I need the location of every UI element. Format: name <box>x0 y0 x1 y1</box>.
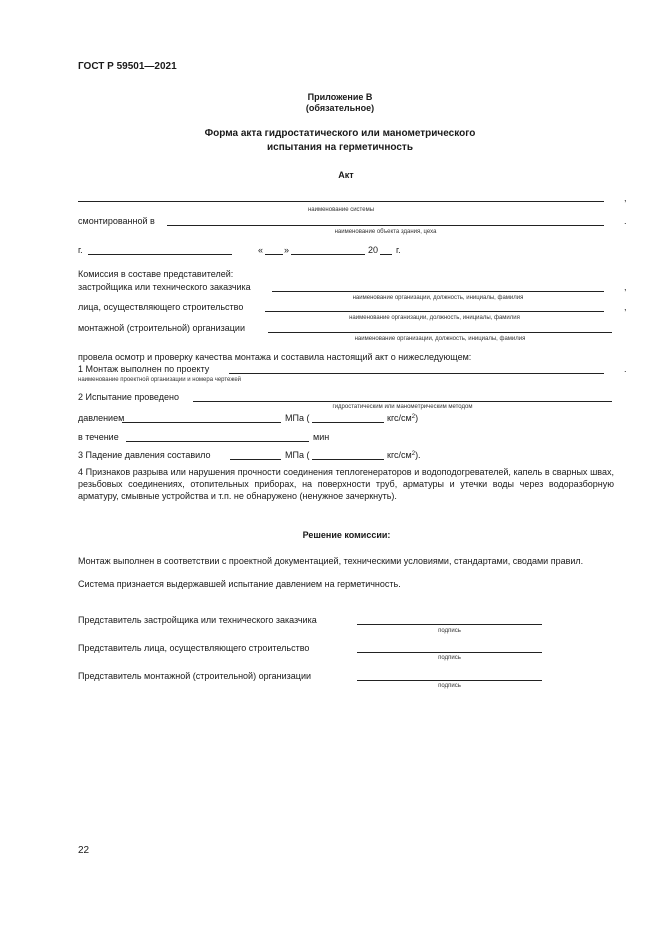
month-line[interactable] <box>291 254 365 255</box>
pressure-mpa-label: МПа ( <box>285 413 310 423</box>
city-prefix: г. <box>78 245 83 255</box>
system-caption: наименование системы <box>307 207 375 213</box>
pressure-kgf-label: кгс/$см^2$) <box>387 413 419 423</box>
commission-intro: Комиссия в составе представителей: <box>78 269 234 279</box>
signature-label: Представитель монтажной (строительной) организации <box>78 671 312 681</box>
builder-caption: наименование организации, должность, инициалы, фамилия <box>349 315 520 321</box>
object-name-line[interactable] <box>167 225 604 226</box>
day-line[interactable] <box>265 254 283 255</box>
customer-comma: , <box>624 282 627 292</box>
object-dot: . <box>624 216 627 226</box>
method-line[interactable] <box>193 401 612 402</box>
item2-label: 2 Испытание проведено <box>78 392 179 402</box>
installer-line[interactable] <box>268 332 612 333</box>
signature-line[interactable] <box>357 680 542 681</box>
appendix-title: Приложение В <box>307 92 373 102</box>
builder-comma: , <box>624 302 627 312</box>
pressure-kgf-line[interactable] <box>312 422 384 423</box>
signature-caption: подпись <box>438 683 461 689</box>
standard-header: ГОСТ Р 59501—2021 <box>78 61 177 72</box>
installer-caption: наименование организации, должность, инициалы, фамилия <box>354 336 526 342</box>
year-prefix: 20 <box>368 245 379 255</box>
customer-line[interactable] <box>272 291 604 292</box>
signature-line[interactable] <box>357 624 542 625</box>
signature-label: Представитель застройщика или технического заказчика <box>78 615 317 625</box>
item1-label: 1 Монтаж выполнен по проекту <box>78 364 210 374</box>
item4-text: 4 Признаков разрыва или нарушения прочности соединения теплогенераторов и водоподогревателей, капель в сварных швах, резьбовых соединениях, отопительных приборах, на поверхности труб, арматуры и утечки воды через водоразборную арматуру, смывные устройства и т.п. не обнаружено (ненужное зачеркнуть). <box>78 467 614 501</box>
drop-kgf-line[interactable] <box>312 459 384 460</box>
minutes-label: мин <box>313 432 330 442</box>
builder-label: лица, осуществляющего строительство <box>78 302 244 312</box>
inspection-text: провела осмотр и проверку качества монтажа и составила настоящий акт о нижеследующем: <box>78 352 472 362</box>
page-number: 22 <box>78 845 90 856</box>
duration-line[interactable] <box>126 441 309 442</box>
system-comma: , <box>624 193 627 203</box>
duration-label: в течение <box>78 432 119 442</box>
date-close-quote: » <box>284 245 290 255</box>
drop-mpa-line[interactable] <box>230 459 281 460</box>
mounted-label: смонтированной в <box>78 216 155 226</box>
signature-caption: подпись <box>438 628 461 634</box>
form-title-line2: испытания на герметичность <box>267 142 413 153</box>
item2-caption: гидростатическим или манометрическим методом <box>332 404 473 410</box>
installer-label: монтажной (строительной) организации <box>78 323 245 333</box>
signature-line[interactable] <box>357 652 542 653</box>
item3-label: 3 Падение давления составило <box>78 450 211 460</box>
form-title-line1: Форма акта гидростатического или манометрического <box>204 128 476 139</box>
pressure-label: давлением <box>78 413 125 423</box>
date-open-quote: « <box>258 245 264 255</box>
builder-line[interactable] <box>265 311 604 312</box>
signature-caption: подпись <box>438 655 461 661</box>
system-name-line[interactable] <box>78 201 604 202</box>
act-title: Акт <box>338 170 354 180</box>
year-line[interactable] <box>380 254 392 255</box>
drop-mpa-label: МПа ( <box>285 450 310 460</box>
decision-text1: Монтаж выполнен в соответствии с проектной документацией, техническими условиями, стандартами, сводами правил. <box>78 556 584 566</box>
object-caption: наименование объекта здания, цеха <box>334 229 437 235</box>
project-dot: . <box>624 364 627 374</box>
year-suffix: г. <box>396 245 401 255</box>
appendix-type: (обязательное) <box>305 103 375 113</box>
project-line[interactable] <box>229 373 604 374</box>
item1-caption: наименование проектной организации и номера чертежей <box>78 377 242 383</box>
pressure-mpa-line[interactable] <box>122 422 281 423</box>
customer-caption: наименование организации, должность, инициалы, фамилия <box>352 295 524 301</box>
customer-label: застройщика или технического заказчика <box>78 282 251 292</box>
decision-text2: Система признается выдержавшей испытание давлением на герметичность. <box>78 579 401 589</box>
city-line[interactable] <box>88 254 232 255</box>
decision-title: Решение комиссии: <box>302 530 391 540</box>
drop-kgf-label: кгс/$см^2$). <box>387 450 421 460</box>
signature-label: Представитель лица, осуществляющего строительство <box>78 643 310 653</box>
